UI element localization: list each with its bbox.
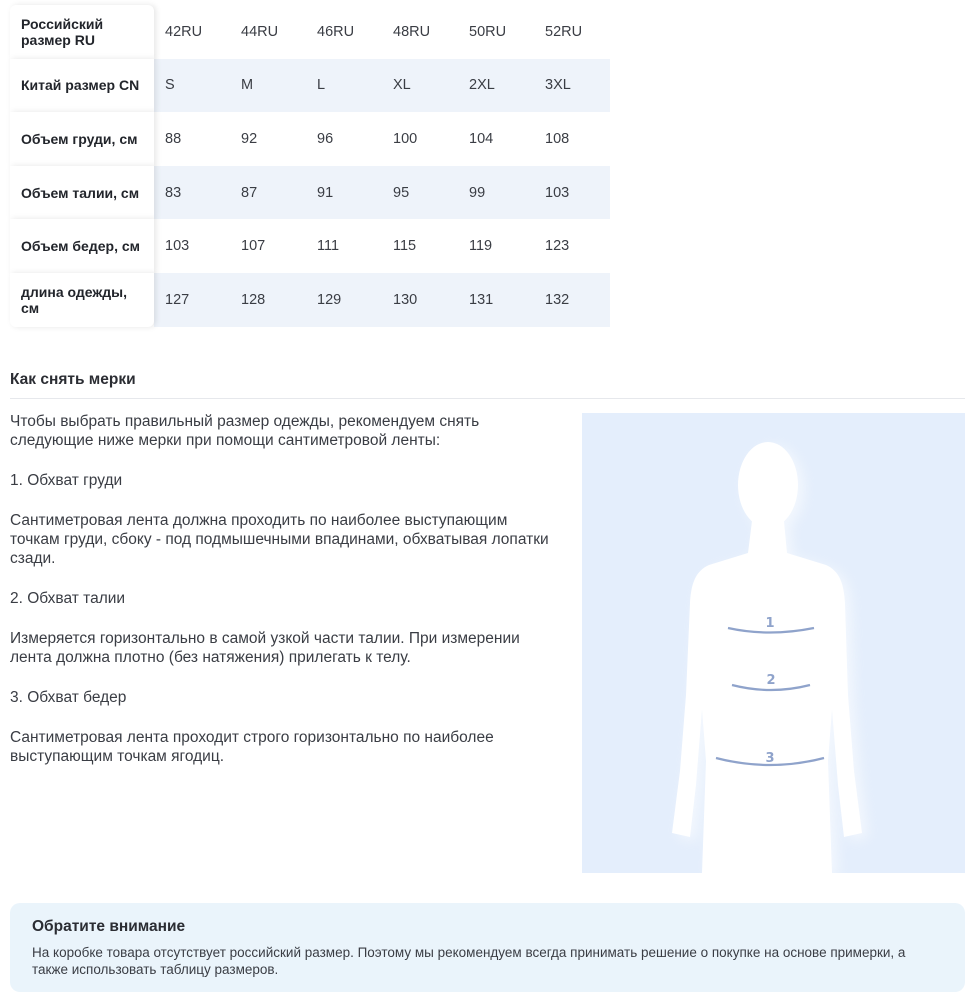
table-cell: 130 [393,291,418,308]
table-cell: XL [393,77,411,94]
table-cell: L [317,77,326,94]
table-cell: 104 [469,130,494,147]
table-cell: 92 [241,130,258,147]
notice-text: На коробке товара отсутствует российский размер. Поэтому мы рекомендуем всегда принимать решение о покупке на основе примерки, а также использовать таблицу размеров. [32,945,906,977]
guide-heading-hips: 3. Обхват бедер [10,689,127,706]
notice-title: Обратите внимание [32,918,186,935]
table-cell: 127 [165,291,190,308]
guide-heading-chest: 1. Обхват груди [10,472,123,489]
measurement-guide [10,412,550,787]
body-silhouette [582,413,965,873]
table-cell: 42RU [165,23,203,40]
table-cell: 83 [165,184,182,201]
table-cell: 119 [469,238,493,255]
marker-hips: 3 [765,751,775,766]
table-cell: 2XL [469,77,495,94]
row-header: Объем груди, см [10,112,154,166]
table-cell: 107 [241,238,266,255]
table-cell: 48RU [393,23,431,40]
table-cell: S [165,77,175,94]
table-cell: 103 [545,184,570,201]
table-cell: 128 [241,291,266,308]
row-header: Российский размер RU [10,5,154,59]
table-row [10,166,610,220]
table-row [10,59,610,113]
table-cell: 46RU [317,23,355,40]
body-measurement-illustration [582,413,965,873]
guide-text-hips: Сантиметровая лента проходит строго горизонтально по наиболее выступающим точкам ягодиц. [10,729,494,765]
guide-text-chest: Сантиметровая лента должна проходить по наиболее выступающим точкам груди, сбоку - под подмышечными впадинами, обхватывая лопатки сзади. [10,512,549,567]
table-cell: 91 [317,184,334,201]
table-row [10,219,610,273]
table-cell: 95 [393,184,410,201]
table-cell: 99 [469,184,486,201]
divider [10,398,965,399]
marker-waist: 2 [766,673,776,688]
guide-text-waist: Измеряется горизонтально в самой узкой части талии. При измерении лента должна плотно (без натяжения) прилегать к телу. [10,630,520,666]
table-cell: 129 [317,291,342,308]
table-cell: 87 [241,184,258,201]
table-row [10,5,610,59]
table-cell: 132 [545,291,570,308]
table-cell: 123 [545,238,570,255]
table-cell: 44RU [241,23,279,40]
section-title: Как снять мерки [10,371,136,388]
table-row [10,273,610,327]
table-cell: 3XL [545,77,571,94]
size-table [10,5,610,327]
table-cell: 108 [545,130,570,147]
table-cell: 131 [469,291,494,308]
table-cell: 88 [165,130,182,147]
table-cell: 103 [165,238,190,255]
table-row [10,112,610,166]
table-cell: 50RU [469,23,507,40]
row-header: Объем талии, см [10,166,154,220]
table-cell: M [241,77,254,94]
row-header: длина одежды, см [10,273,154,327]
table-cell: 115 [393,238,417,255]
row-header: Китай размер CN [10,59,154,113]
row-header: Объем бедер, см [10,219,154,273]
guide-intro: Чтобы выбрать правильный размер одежды, рекомендуем снять следующие ниже мерки при помощи сантиметровой ленты: [10,413,480,449]
table-cell: 52RU [545,23,583,40]
guide-heading-waist: 2. Обхват талии [10,590,126,607]
table-cell: 111 [317,238,340,255]
table-cell: 96 [317,130,334,147]
marker-chest: 1 [765,616,775,631]
table-cell: 100 [393,130,418,147]
notice-box [10,903,965,992]
